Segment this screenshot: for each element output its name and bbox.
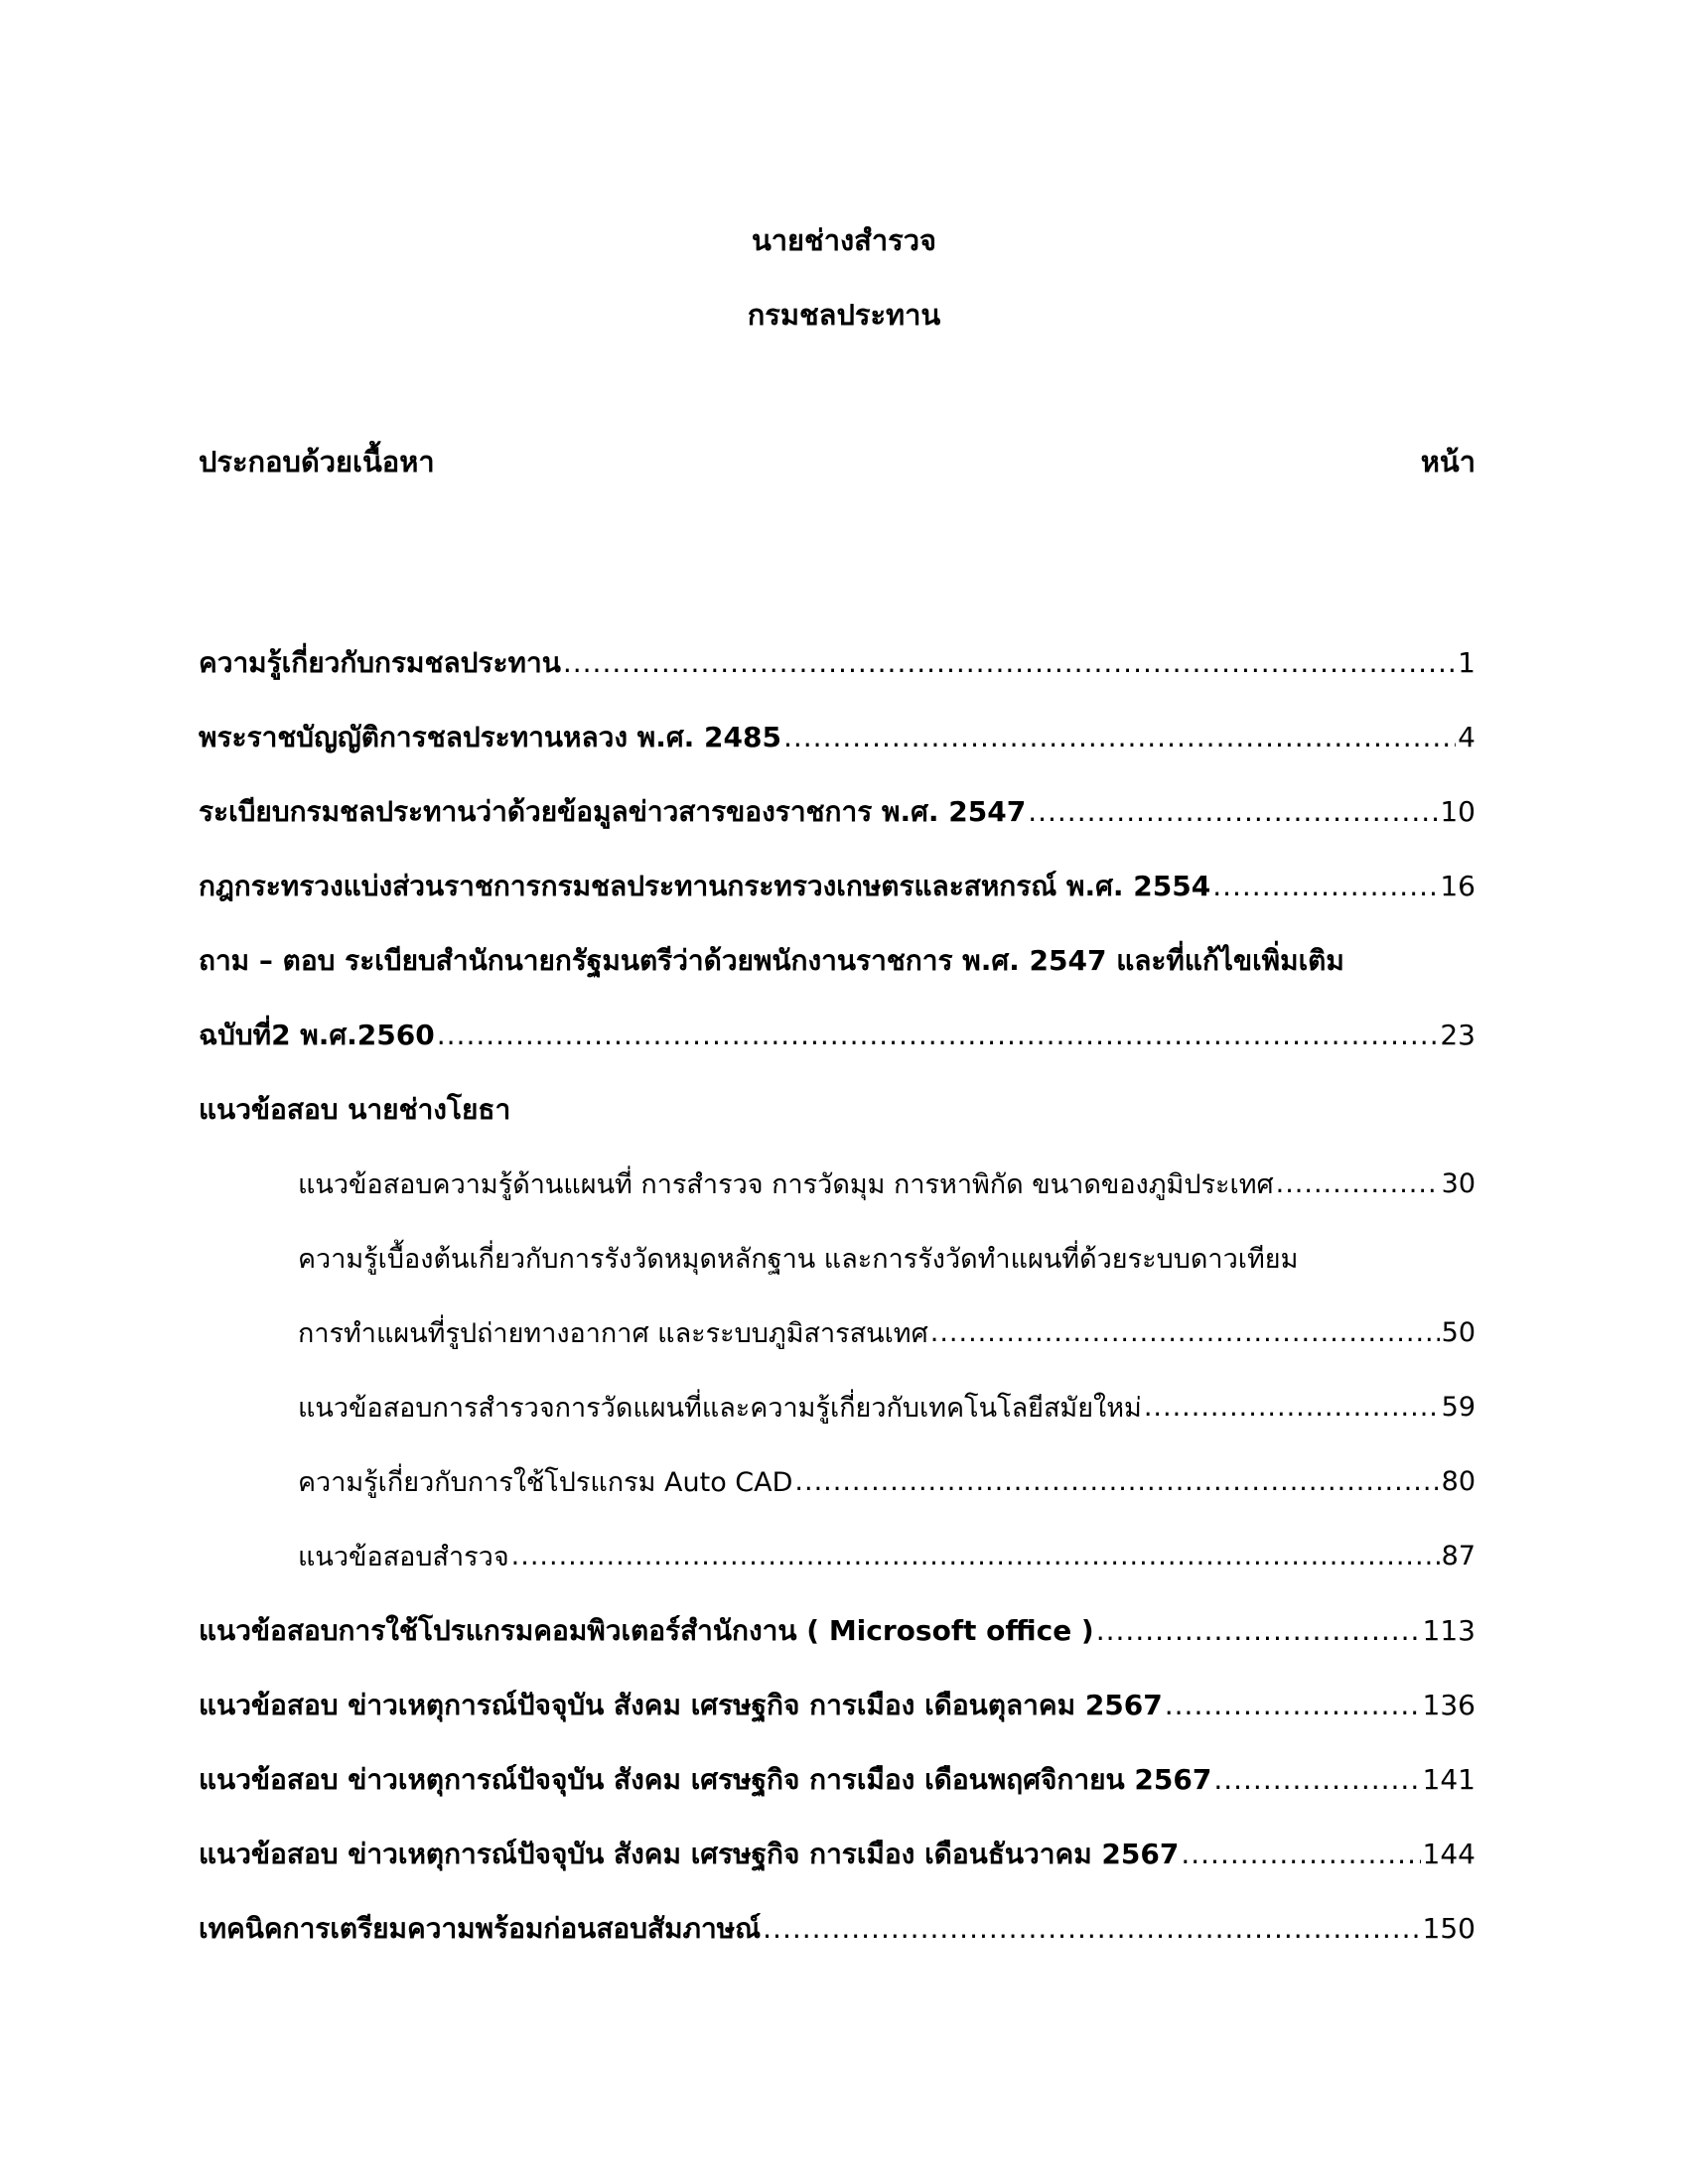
toc-entry-title: แนวข้อสอบ ข่าวเหตุการณ์ปัจจุบัน สังคม เศรษฐกิจ การเมือง เดือนตุลาคม 2567 (199, 1688, 1163, 1721)
toc-entry-page: 144 (1422, 1838, 1476, 1870)
table-of-contents (199, 625, 1476, 1966)
toc-entry-title: ถาม – ตอบ ระเบียบสำนักนายกรัฐมนตรีว่าด้วยพนักงานราชการ พ.ศ. 2547 และที่แก้ไขเพิ่มเติม (199, 943, 1344, 977)
toc-entry (199, 1668, 1476, 1742)
toc-entry-page: 136 (1422, 1689, 1476, 1721)
toc-entry (199, 1817, 1476, 1891)
toc-entry (199, 774, 1476, 849)
dot-leader (1212, 870, 1438, 902)
dot-leader (437, 1019, 1439, 1051)
toc-entry-title: ระเบียบกรมชลประทานว่าด้วยข้อมูลข่าวสารของราชการ พ.ศ. 2547 (199, 794, 1027, 828)
dot-leader (1144, 1392, 1440, 1423)
toc-entry-title: แนวข้อสอบการใช้โปรแกรมคอมพิวเตอร์สำนักงาน ( Microsoft office ) (199, 1613, 1094, 1647)
toc-entry-page: 23 (1440, 1019, 1476, 1051)
toc-subentry (199, 1370, 1476, 1444)
toc-entry-title-cont: ฉบับที่2 พ.ศ.2560 (199, 1018, 435, 1051)
document-title: นายช่างสำรวจ (751, 223, 937, 257)
dot-leader (511, 1541, 1440, 1571)
toc-entry-title: กฎกระทรวงแบ่งส่วนราชการกรมชลประทานกระทรวงเกษตรและสหกรณ์ พ.ศ. 2554 (199, 869, 1211, 902)
toc-entry-title: ความรู้เกี่ยวกับการใช้โปรแกรม Auto CAD (298, 1467, 793, 1498)
toc-entry-title: พระราชบัญญัติการชลประทานหลวง พ.ศ. 2485 (199, 720, 781, 753)
toc-subentry-continuation (199, 1296, 1476, 1370)
toc-entry-title: แนวข้อสอบการสำรวจการวัดแผนที่และความรู้เกี่ยวกับเทคโนโลยีสมัยใหม่ (298, 1393, 1142, 1424)
dot-leader (794, 1466, 1439, 1497)
toc-entry (199, 1742, 1476, 1817)
toc-subentry (199, 1519, 1476, 1593)
toc-entry-title: แนวข้อสอบ ข่าวเหตุการณ์ปัจจุบัน สังคม เศรษฐกิจ การเมือง เดือนพฤศจิกายน 2567 (199, 1762, 1212, 1796)
toc-entry-page: 150 (1422, 1912, 1476, 1945)
toc-entry-page: 59 (1441, 1392, 1476, 1423)
document-subtitle: กรมชลประทาน (747, 298, 941, 332)
dot-leader (1096, 1614, 1421, 1647)
toc-subentry-first-line (199, 1221, 1476, 1296)
toc-entry-page: 4 (1458, 721, 1476, 753)
toc-entry-page: 30 (1441, 1168, 1476, 1199)
toc-entry-title: แนวข้อสอบ ข่าวเหตุการณ์ปัจจุบัน สังคม เศรษฐกิจ การเมือง เดือนธันวาคม 2567 (199, 1837, 1180, 1870)
toc-section-heading (199, 1072, 1476, 1147)
toc-entry-page: 10 (1440, 795, 1476, 828)
toc-entry-first-line (199, 923, 1476, 998)
toc-entry-page: 16 (1440, 870, 1476, 902)
dot-leader (930, 1317, 1440, 1348)
toc-entry-title: แนวข้อสอบความรู้ด้านแผนที่ การสำรวจ การวัดมุม การหาพิกัด ขนาดของภูมิประเทศ (298, 1169, 1274, 1200)
toc-entry-page: 50 (1441, 1317, 1476, 1348)
toc-entry-page: 1 (1458, 646, 1476, 679)
dot-leader (1213, 1763, 1420, 1796)
dot-leader (1181, 1838, 1420, 1870)
toc-entry-page: 80 (1441, 1466, 1476, 1497)
toc-entry (199, 700, 1476, 774)
page-column-label: หน้า (1420, 445, 1476, 478)
dot-leader (1028, 795, 1438, 828)
dot-leader (783, 721, 1456, 753)
toc-entry (199, 625, 1476, 700)
toc-entry-continuation (199, 998, 1476, 1072)
contents-header (199, 442, 1476, 481)
dot-leader (763, 1912, 1420, 1945)
toc-entry-title: ความรู้เบื้องต้นเกี่ยวกับการรังวัดหมุดหลักฐาน และการรังวัดทำแผนที่ด้วยระบบดาวเทียม (298, 1244, 1299, 1275)
toc-subentry (199, 1147, 1476, 1221)
dot-leader (563, 646, 1456, 679)
toc-entry-page: 113 (1422, 1614, 1476, 1647)
toc-entry-title-cont: การทำแผนที่รูปถ่ายทางอากาศ และระบบภูมิสารสนเทศ (298, 1318, 928, 1349)
toc-entry (199, 1891, 1476, 1966)
toc-entry-title: เทคนิคการเตรียมความพร้อมก่อนสอบสัมภาษณ์ (199, 1911, 762, 1945)
toc-subentry (199, 1444, 1476, 1519)
toc-entry (199, 1593, 1476, 1668)
toc-section-title: แนวข้อสอบ นายช่างโยธา (199, 1092, 511, 1126)
toc-entry-page: 141 (1422, 1763, 1476, 1796)
toc-entry (199, 849, 1476, 923)
contents-label: ประกอบด้วยเนื้อหา (199, 445, 435, 478)
toc-entry-page: 87 (1441, 1541, 1476, 1571)
toc-entry-title: ความรู้เกี่ยวกับกรมชลประทาน (199, 645, 561, 679)
dot-leader (1165, 1689, 1421, 1721)
dot-leader (1276, 1168, 1440, 1199)
toc-entry-title: แนวข้อสอบสำรวจ (298, 1542, 509, 1572)
